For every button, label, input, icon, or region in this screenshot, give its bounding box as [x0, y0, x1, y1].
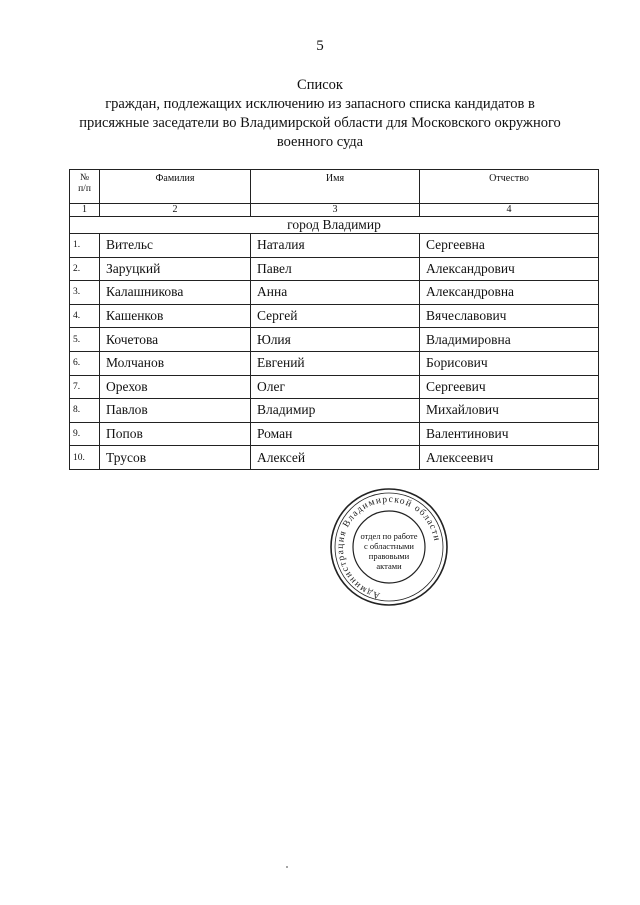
- section-row: [70, 217, 599, 234]
- table-row: [70, 304, 599, 328]
- header-name: Имя: [251, 170, 420, 204]
- patronymic-cell: Валентинович: [420, 422, 599, 446]
- table-header-row: [70, 170, 599, 204]
- patronymic-cell: Вячеславович: [420, 304, 599, 328]
- official-stamp: [325, 488, 453, 606]
- stamp-ring-text: Администрация Владимирской области: [335, 494, 442, 601]
- name-cell: Владимир: [251, 399, 420, 423]
- header-patronymic: Отчество: [420, 170, 599, 204]
- surname-cell: Орехов: [100, 375, 251, 399]
- name-cell: Наталия: [251, 234, 420, 258]
- name-cell: Алексей: [251, 446, 420, 470]
- patronymic-cell: Борисович: [420, 351, 599, 375]
- surname-cell: Трусов: [100, 446, 251, 470]
- title-line-2: граждан, подлежащих исключению из запасного списка кандидатов в: [105, 96, 535, 112]
- surname-cell: Молчанов: [100, 351, 251, 375]
- name-cell: Роман: [251, 422, 420, 446]
- table-row: [70, 422, 599, 446]
- row-number: 9.: [70, 422, 100, 446]
- table-row: [70, 446, 599, 470]
- row-number: 2.: [70, 257, 100, 281]
- row-number: 6.: [70, 351, 100, 375]
- surname-cell: Заруцкий: [100, 257, 251, 281]
- name-cell: Юлия: [251, 328, 420, 352]
- section-title: город Владимир: [70, 217, 599, 234]
- stamp-inner-line-1: отдел по работе: [360, 531, 418, 541]
- column-index: 1: [70, 204, 100, 217]
- stamp-inner-line-4: актами: [376, 561, 402, 571]
- surname-cell: Вительс: [100, 234, 251, 258]
- name-cell: Олег: [251, 375, 420, 399]
- table-row: [70, 375, 599, 399]
- row-number: 4.: [70, 304, 100, 328]
- header-number-abbr: п/п: [78, 184, 91, 194]
- row-number: 1.: [70, 234, 100, 258]
- row-number: 3.: [70, 281, 100, 305]
- patronymic-cell: Александрович: [420, 257, 599, 281]
- row-number: 8.: [70, 399, 100, 423]
- header-surname: Фамилия: [100, 170, 251, 204]
- row-number: 5.: [70, 328, 100, 352]
- patronymic-cell: Сергеевич: [420, 375, 599, 399]
- page-number: 5: [316, 38, 324, 54]
- name-cell: Анна: [251, 281, 420, 305]
- table-row: [70, 257, 599, 281]
- title-line-1: Список: [297, 77, 343, 93]
- column-index-row: [70, 204, 599, 217]
- patronymic-cell: Михайлович: [420, 399, 599, 423]
- surname-cell: Калашникова: [100, 281, 251, 305]
- surname-cell: Попов: [100, 422, 251, 446]
- patronymic-cell: Сергеевна: [420, 234, 599, 258]
- patronymic-cell: Владимировна: [420, 328, 599, 352]
- title-line-4: военного суда: [276, 134, 364, 150]
- table-row: [70, 399, 599, 423]
- stamp-inner-line-3: правовыми: [368, 551, 410, 561]
- name-cell: Сергей: [251, 304, 420, 328]
- patronymic-cell: Александровна: [420, 281, 599, 305]
- document-title: [60, 76, 580, 152]
- name-cell: Евгений: [251, 351, 420, 375]
- name-cell: Павел: [251, 257, 420, 281]
- table-row: [70, 234, 599, 258]
- stamp-inner-line-2: с областными: [364, 541, 414, 551]
- citizens-table: [69, 169, 599, 470]
- table-row: [70, 281, 599, 305]
- title-line-3: присяжные заседатели во Владимирской области для Московского окружного: [79, 115, 561, 131]
- column-index: 3: [251, 204, 420, 217]
- table-row: [70, 351, 599, 375]
- row-number: 10.: [70, 446, 100, 470]
- row-number: 7.: [70, 375, 100, 399]
- surname-cell: Павлов: [100, 399, 251, 423]
- header-number: [70, 170, 100, 204]
- column-index: 4: [420, 204, 599, 217]
- header-number-sign: №: [79, 173, 90, 183]
- surname-cell: Кашенков: [100, 304, 251, 328]
- column-index: 2: [100, 204, 251, 217]
- patronymic-cell: Алексеевич: [420, 446, 599, 470]
- table-row: [70, 328, 599, 352]
- scan-speck: [286, 866, 288, 868]
- surname-cell: Кочетова: [100, 328, 251, 352]
